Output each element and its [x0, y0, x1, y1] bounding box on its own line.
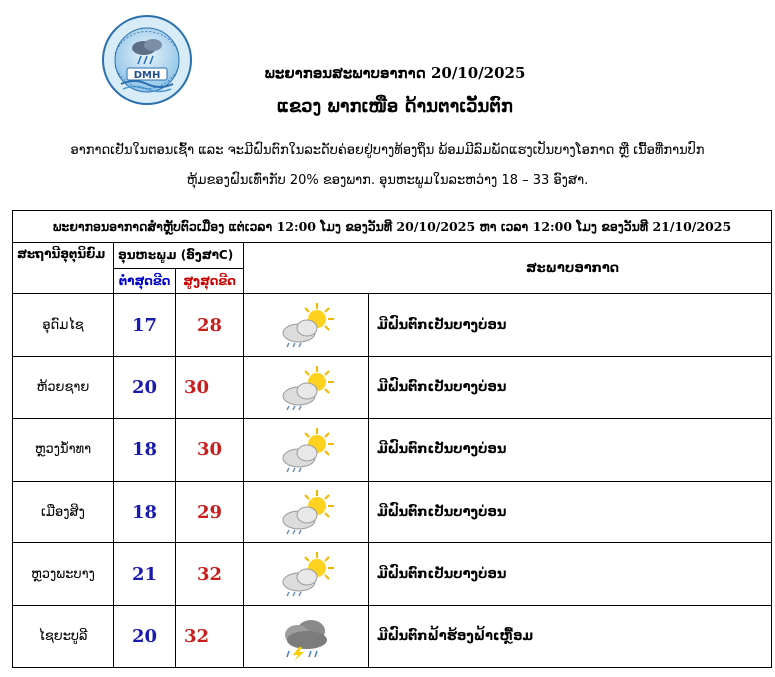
condition-text: ມີຝົນຕົກເປັນບາງບ່ອນ — [369, 543, 772, 606]
table-row — [13, 481, 772, 543]
table-row — [13, 357, 772, 419]
weather-icon-cell — [244, 481, 369, 543]
sun-cloud-rain-icon — [275, 364, 337, 412]
condition-text: ມີຝົນຕົກເປັນບາງບ່ອນ — [369, 418, 772, 481]
condition-text: ມີຝົນຕົກເປັນບາງບ່ອນ — [369, 294, 772, 357]
weather-icon-cell — [244, 294, 369, 357]
condition-text: ມີຝົນຕົກເປັນບາງບ່ອນ — [369, 357, 772, 419]
station-name: ຫຼວງນ້ຳທາ — [13, 418, 114, 481]
table-row — [13, 606, 772, 668]
table-row — [13, 294, 772, 357]
weather-icon-cell — [244, 543, 369, 606]
condition-text: ມີຝົນຕົກເປັນບາງບ່ອນ — [369, 481, 772, 543]
sun-cloud-rain-icon — [275, 488, 337, 536]
table-row — [13, 543, 772, 606]
weather-icon-cell — [244, 606, 369, 668]
sun-cloud-rain-icon — [275, 426, 337, 474]
svg-text:DMH: DMH — [133, 70, 161, 81]
temperature-column-header: ອຸນຫະພູມ (ອົງສາC) — [114, 242, 244, 268]
sun-cloud-rain-icon — [275, 550, 337, 598]
weather-icon-cell — [244, 357, 369, 419]
thunderstorm-icon — [275, 613, 337, 661]
forecast-table — [12, 210, 772, 668]
max-temp: 28 — [176, 294, 244, 357]
min-temp: 20 — [114, 357, 176, 419]
max-temp: 32 — [176, 543, 244, 606]
min-temp: 18 — [114, 481, 176, 543]
description-line-2: ຫຸ້ມຂອງຝົນເທົ່າກັບ 20% ຂອງພາກ. ອຸນຫະພູມໃນລະຫວ່າງ 18 – 33 ອົງສາ. — [186, 173, 589, 188]
min-temp-header: ຕໍ່າສຸດຂີດ — [114, 268, 176, 294]
sun-cloud-rain-icon — [275, 301, 337, 349]
min-temp: 20 — [114, 606, 176, 668]
table-row — [13, 418, 772, 481]
station-name: ອຸດົມໄຊ — [13, 294, 114, 357]
region-title: ແຂວງ ພາກເໜືອ ດ້ານຕາເວັນຕົກ — [277, 96, 513, 117]
max-temp: 30 — [176, 357, 244, 419]
description-line-1: ອາກາດເຢັນໃນຕອນເຊົ້າ ແລະ ຈະມີຝົນຕົກໃນລະດັບຄ່ອຍຢູ່ບາງທ້ອງຖິ່ນ ພ້ອມມີລົມພັດແຮງເປັນບາງໂອກາດ ຫຼື ເນື້ອທີ່ການປົກ — [70, 143, 705, 158]
condition-column-header — [244, 242, 772, 293]
max-temp: 32 — [176, 606, 244, 668]
forecast-title: ພະຍາກອນສະພາບອາກາດ 20/10/2025 — [264, 64, 526, 82]
station-column-header: ສະຖານີອຸຕຸນິຍົມ — [13, 242, 114, 293]
condition-text: ມີຝົນຕົກຟ້າຮ້ອງຟ້າເຫຼື້ອມ — [369, 606, 772, 668]
condition-header-label: ສະພາບອາກາດ — [525, 260, 620, 276]
min-temp: 17 — [114, 294, 176, 357]
max-temp: 30 — [176, 418, 244, 481]
table-caption: ພະຍາກອນອາກາດສຳຫຼັບຕົວເມືອງ ແຕ່ເວລາ 12:00 ໂມງ ຂອງວັນທີ 20/10/2025 ຫາ ເວລາ 12:00 ໂມງ ຂອງວັນທີ 21/10/2025 — [13, 211, 772, 243]
station-name: ເມືອງສິງ — [13, 481, 114, 543]
min-temp: 21 — [114, 543, 176, 606]
max-temp-header: ສູງສຸດຂີດ — [176, 268, 244, 294]
min-temp: 18 — [114, 418, 176, 481]
dmh-logo — [101, 14, 193, 106]
station-name: ໄຊຍະບູລີ — [13, 606, 114, 668]
station-name: ຫຼວງພະບາງ — [13, 543, 114, 606]
max-temp: 29 — [176, 481, 244, 543]
station-name: ຫ້ວຍຊາຍ — [13, 357, 114, 419]
weather-icon-cell — [244, 418, 369, 481]
